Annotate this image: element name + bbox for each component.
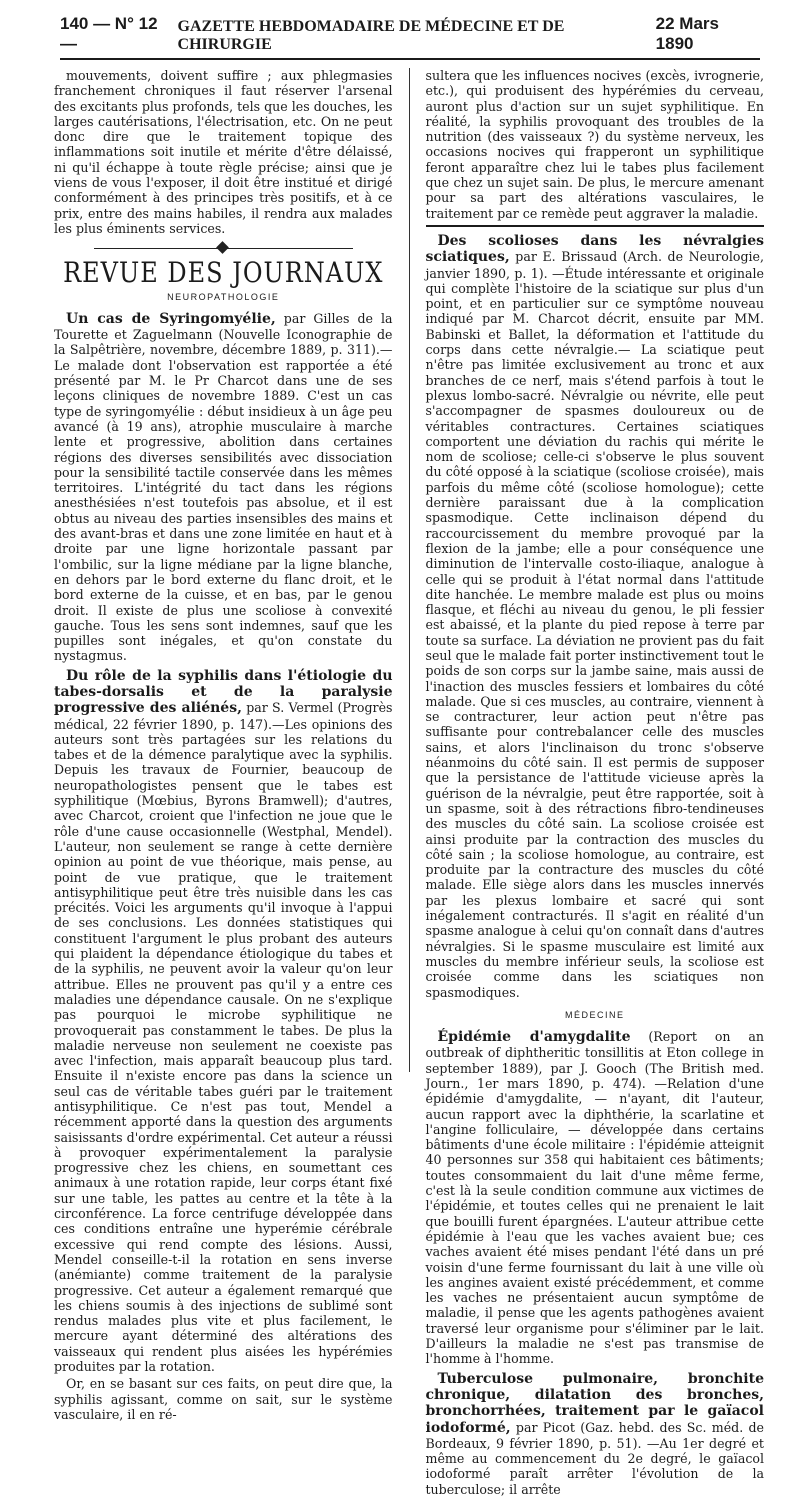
continuation-text: sultera que les influences nocives (excès, ivrognerie, etc.), qui produisent des hypérémies du cerveau, auront plus d'action sur un sujet syphilitique. En réalité, la syphilis provoquant des troubles de la nutrition (des vaisseaux ?) du système nerveux, les occasions nocives qui frapperont un syphilitique feront apparaître chez lui le tabes plus facilement que chez un sujet sain. De plus, le mercure amenant pour sa part des altérations vasculaires, le traitement par ce remède peut aggraver la maladie. xyxy=(425,68,764,221)
text-columns xyxy=(54,68,764,1497)
article-reference: par E. Brissaud (Arch. de Neurologie, janvier 1890, p. 1). — xyxy=(425,249,764,281)
left-column xyxy=(54,68,393,1422)
section-title: REVUE DES JOURNAUX xyxy=(63,257,384,290)
subsection-heading: NEUROPATHOLOGIE xyxy=(167,291,280,302)
article-body: Au 1er degré et même au commencement du 2e degré, le gaïacol iodoformé paraît arrêter l'évolution de la tuberculose; il arrête xyxy=(425,1435,764,1497)
section-divider xyxy=(94,242,353,256)
article-title: Un cas de Syringomyélie, xyxy=(66,310,276,327)
article-reference: par Picot (Gaz. hebd. des Sc. méd. de Bordeaux, 9 février 1890, p. 51). — xyxy=(425,1419,764,1451)
continuation-text: mouvements, doivent suffire ; aux phlegmasies franchement chroniques il faut réserver l'arsenal des excitants plus profonds, tels que les douches, les larges cautérisations, l'électrisation, etc. On ne peut donc dire que le traitement topique des inflammations soit inutile et mérite d'être délaissé, ni qu'il échappe à toute règle précise; ainsi que je viens de vous l'exposer, il doit être institué et dirigé conformément à des principes très positifs, et à ce prix, entre des mains habiles, il rendra aux malades les plus éminents services. xyxy=(54,68,393,236)
issue-date: 22 Mars 1890 xyxy=(655,14,719,53)
article-tuberculose xyxy=(426,1371,765,1497)
article-body: Les opinions des auteurs sont très partagées sur les relations du tabes et de la démence paralytique avec la syphilis. Depuis les travaux de Fournier, beaucoup de neuropathologistes pensent que le tabes est syphilitique (Mœbius, Byrons Bramwell); d'autres, avec Charcot, croient que l'infection ne joue que le rôle d'une cause occasionnelle (Westphal, Mendel). L'auteur, non seulement se range à cette dernière opinion au point de vue théorique, mais pense, au point de vue pratique, que le traitement antisyphilitique peut être très nuisible dans les cas précités. Voici les arguments qu'il invoque à l'appui de ses conclusions. Les données statistiques qui constituent l'argument le plus probant des auteurs qui plaident la dépendance étiologique du tabes et de la syphilis, ne peuvent avoir la valeur qu'on leur attribue. Elles ne prouvent pas qu'il y a entre ces maladies une dépendance causale. On ne s'explique pas pourquoi le microbe syphilitique ne provoquerait pas constamment le tabes. De plus la maladie nerveuse non seulement ne coexiste pas avec l'infection, mais apparaît beaucoup plus tard. Ensuite il n'existe encore pas dans la science un seul cas de véritable tabes guéri par le traitement antisyphilitique. Ce n'est pas tout, Mendel a récemment apporté dans la question des arguments saisissants d'ordre expérimental. Cet auteur a réussi à provoquer expérimentalement la paralysie progressive chez les chiens, en soumettant ces animaux à une rotation rapide, leur corps étant fixé sur une table, les pattes au centre et la tête à la circonférence. La force centrifuge développée dans ces conditions entraîne une hyperémie cérébrale excessive qui rend compte des lésions. Aussi, Mendel conseille-t-il la rotation en sens inverse (anémiante) comme traitement de la paralysie progressive. Cet auteur a également remarqué que les chiens soumis à des injections de sublimé sont rendus malades plus vite et plus facilement, le mercure ayant déterminé des altérations des vaisseaux qui rendent plus aisées les hypérémies produites par la rotation. xyxy=(54,716,393,1375)
subsection-heading: MÉDECINE xyxy=(564,1009,625,1020)
article-title: Du rôle de la syphilis dans l'étiologie du tabes-dorsalis et de la paralysie progressive des aliénés, xyxy=(54,667,393,717)
article-body: Le malade dont l'observation est rapportée a été présenté par M. le Pr Charcot dans une de ses leçons cliniques de novembre 1889. C'est un cas type de syringomyélie : début insidieux à un âge peu avancé (à 19 ans), atrophie musculaire à marche lente et progressive, abolition dans certaines régions des diverses sensibilités avec dissociation pour la sensibilité tactile conservée dans les mêmes territoires. L'intégrité du tact dans les régions anesthésiées n'est toutefois pas absolue, et il est obtus au niveau des parties insensibles des mains et des avant-bras et dans une zone limitée en haut et à droite par une ligne horizontale passant par l'ombilic, sur la ligne médiane par la ligne blanche, en dehors par le bord externe du flanc droit, et le bord externe de la cuisse, et en bas, par le genou droit. Il existe de plus une scoliose à convexité gauche. Tous les sens sont indemnes, sauf que les pupilles sont inégales, et qu'on constate du nystagmus. xyxy=(54,357,393,664)
article-title: Des scolioses dans les névralgies sciatiques, xyxy=(425,232,764,266)
right-column xyxy=(425,68,765,1497)
page-header xyxy=(60,14,760,60)
diamond-ornament-icon xyxy=(216,241,229,254)
article-reference: (Report on an outbreak of diphtheritic tonsillitis at Eton college in september 1889), par J. Gooch (The British med. Journ., 1er mars 1890, p. 474). — xyxy=(425,1029,764,1091)
article-body-paragraph: Or, en se basant sur ces faits, on peut dire que, la syphilis agissant, comme on sait, sur le système vasculaire, il en ré- xyxy=(54,1376,393,1422)
column-rule xyxy=(409,68,410,1072)
article-separator xyxy=(426,225,765,227)
article-reference: par Gilles de la Tourette et Zaguelmann (Nouvelle Iconographie de la Salpêtrière, novembre, décembre 1889, p. 311).— xyxy=(54,310,393,358)
article-syringomyelie xyxy=(54,311,393,664)
article-amygdalite xyxy=(426,1029,765,1367)
article-syphilis-tabes xyxy=(54,668,393,1375)
article-scolioses xyxy=(426,233,765,1000)
article-body: Relation d'une épidémie d'amygdalite, — n'ayant, dit l'auteur, aucun rapport avec la diphthérie, la scarlatine et l'angine folliculaire, — développée dans certains bâtiments d'une école militaire : l'épidémie atteignit 40 personnes sur 358 qui habitaient ces bâtiments; toutes consommaient du lait d'une même ferme, c'est là la seule condition commune aux victimes de l'épidémie, et toutes celles qui ne prenaient le lait que bouilli furent épargnées. L'auteur attribue cette épidémie à l'eau que les vaches avaient bue; ces vaches avaient été mises pendant l'été dans un pré voisin d'une ferme fournissant du lait à une ville où les angines avaient existé précédemment, et comme les vaches ne présentaient aucun symptôme de maladie, il pense que les agents pathogènes avaient traversé leur organisme pour s'éliminer par le lait. D'ailleurs la maladie ne s'est pas transmise de l'homme à l'homme. xyxy=(425,1076,764,1367)
article-body: Étude intéressante et originale qui complète l'histoire de la sciatique sur plus d'un point, et en particulier sur ce symptôme nouveau indiqué par M. Charcot décrit, ensuite par MM. Babinski et Ballet, la déformation et l'attitude du corps dans cette névralgie.— La sciatique peut n'être pas limitée exclusivement au tronc et aux branches de ce nerf, mais s'étend parfois à tout le plexus lombo-sacré. Névralgie ou névrite, elle peut s'accompagner de spasmes douloureux ou de véritables contractures. Certaines sciatiques comportent une déviation du rachis qui mérite le nom de scoliose; celle-ci s'observe le plus souvent du côté opposé à la sciatique (scoliose croisée), mais parfois du même côté (scoliose homologue); cette dernière paraissant due à la complication spasmodique. Cette inclinaison dépend du raccourcissement du membre provoqué par la flexion de la jambe; elle a pour conséquence une diminution de l'intervalle costo-iliaque, analogue à celle qui se produit à l'état normal dans l'attitude dite hanchée. Le membre malade est plus ou moins flasque, et fléchi au niveau du genou, le pli fessier est abaissé, et la plante du pied repose à terre par toute sa surface. La déviation ne provient pas du fait seul que le malade fait porter instinctivement tout le poids de son corps sur la jambe saine, mais aussi de l'inaction des muscles fessiers et lombaires du côté malade. Que si ces muscles, au contraire, viennent à se contracturer, leur action peut n'être pas suffisante pour contrebalancer celle des muscles sains, et alors l'inclinaison du tronc s'observe néanmoins du côté sain. Il est permis de supposer que la persistance de l'attitude vicieuse après la guérison de la névralgie, peut être rapportée, soit à un spasme, soit à des rétractions fibro-tendineuses des muscles du côté sain. La scoliose croisée est ainsi produite par la contraction des muscles du côté sain ; la scoliose homologue, au contraire, est produite par la contracture des muscles du côté malade. Elle siège alors dans les muscles innervés par les plexus lombaire et sacré qui sont inégalement contracturés. Il s'agit en réalité d'un spasme analogue à celui qu'on connaît dans d'autres névralgies. Si le spasme musculaire est limité aux muscles du membre inférieur seuls, la scoliose est croisée comme dans les sciatiques non spasmodiques. xyxy=(425,265,764,1000)
article-title: Tuberculose pulmonaire, bronchite chronique, dilatation des bronches, bronchorrhées, traitement par le gaïacol iodoformé, xyxy=(425,1370,764,1436)
article-title: Épidémie d'amygdalite xyxy=(437,1029,631,1046)
page-number-issue: 140 — N° 12 — xyxy=(60,14,158,53)
journal-title: GAZETTE HEBDOMADAIRE DE MÉDECINE ET DE CHIRURGIE xyxy=(177,18,565,53)
article-reference: par S. Vermel (Progrès médical, 22 février 1890, p. 147).— xyxy=(54,700,393,732)
